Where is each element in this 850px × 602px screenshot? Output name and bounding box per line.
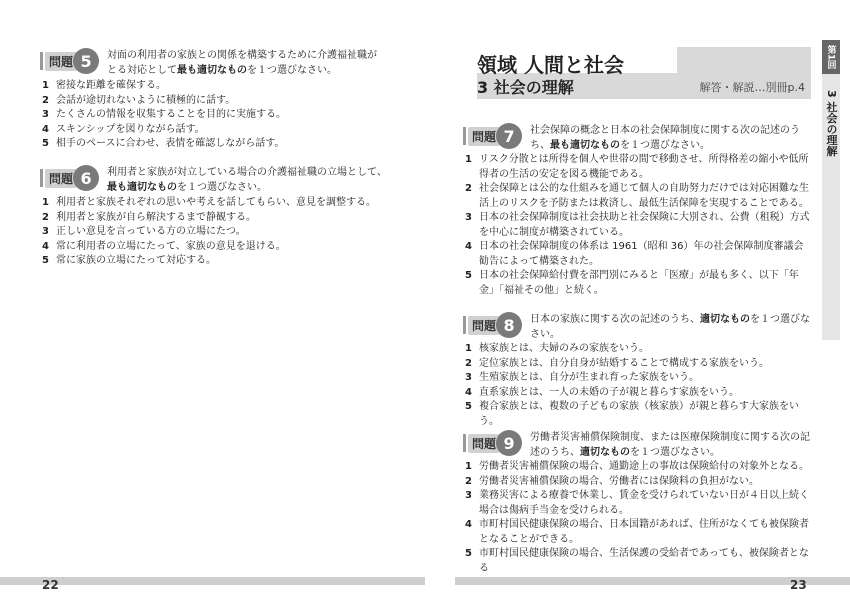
option[interactable] <box>463 269 813 298</box>
question-stem <box>107 48 377 78</box>
option-text: 労働者災害補償保険の場合、労働者には保険料の負担がない。 <box>479 475 759 487</box>
option-text: 日本の社会保障制度の体系は 1961（昭和 36）年の社会保障制度審議会勧告によって構築された。 <box>479 241 804 267</box>
option-number: 4 <box>465 519 472 530</box>
question-9-header <box>463 430 813 460</box>
question-label: 問題 <box>45 52 77 71</box>
footer-bar <box>0 577 425 585</box>
stem-post: を１つ選びなさい。 <box>620 140 711 151</box>
option-number: 3 <box>465 212 472 223</box>
question-badge <box>463 312 522 338</box>
option[interactable] <box>463 518 813 547</box>
stem-line-1: 労働者災害補償保険制度、または医療保険制度に関する次の記 <box>530 432 811 443</box>
stem-emphasis: 適切なもの <box>700 314 751 325</box>
question-number: 7 <box>496 123 522 149</box>
question-badge <box>40 48 99 74</box>
option-text: スキンシップを図りながら話す。 <box>56 123 205 135</box>
stem-pre: ち、 <box>530 140 551 151</box>
option-number: 4 <box>465 241 472 252</box>
option[interactable] <box>463 357 813 372</box>
option-text: 常に家族の立場にたって対応する。 <box>56 255 216 266</box>
option-number: 3 <box>465 372 472 383</box>
option-number: 1 <box>42 80 49 91</box>
question-number: 9 <box>496 430 522 456</box>
option[interactable] <box>463 182 813 211</box>
question-stem <box>107 165 387 195</box>
stem-line-2 <box>530 445 810 460</box>
option-text: 会話が途切れないように積極的に話す。 <box>56 94 236 106</box>
option-text: たくさんの情報を収集することを目的に実施する。 <box>56 109 286 120</box>
option-text: 利用者と家族が自ら解決するまで静観する。 <box>56 211 256 223</box>
option[interactable] <box>40 79 400 94</box>
option-text: 業務災害による療養で休業し、賃金を受けられていない日が４日以上続く場合は傷病手当金を受けられる。 <box>479 490 809 516</box>
option[interactable] <box>463 386 813 401</box>
option[interactable] <box>463 475 813 490</box>
stem-line-1 <box>530 312 813 342</box>
stem-pre: 述のうち、 <box>530 447 581 458</box>
badge-bar <box>40 52 43 70</box>
badge-bar <box>463 316 466 334</box>
chapter-header <box>477 47 811 99</box>
option-number: 5 <box>42 255 49 266</box>
option-number: 2 <box>42 211 49 223</box>
option-text: 社会保障とは公的な仕組みを通じて個人の自助努力だけでは対応困難な生活上のリスクを予防または救済し、最低生活保障を実現することである。 <box>479 183 809 209</box>
option[interactable] <box>40 137 400 152</box>
question-stem <box>530 123 800 153</box>
option-number: 5 <box>465 401 472 412</box>
stem-pre: 日本の家族に関する次の記述のうち、 <box>530 314 701 325</box>
option-number: 4 <box>42 123 49 135</box>
option[interactable] <box>463 211 813 240</box>
badge-bar <box>40 169 43 187</box>
question-badge <box>40 165 99 191</box>
stem-pre: とる対応として <box>107 65 178 76</box>
question-7-header <box>463 123 813 153</box>
option-text: 生殖家族とは、自分が生まれ育った家族をいう。 <box>479 372 699 383</box>
option[interactable] <box>463 240 813 269</box>
answer-reference: 解答・解説…別冊p.4 <box>699 81 805 94</box>
option[interactable] <box>463 489 813 518</box>
option-number: 2 <box>465 357 472 369</box>
option[interactable] <box>463 371 813 386</box>
badge-bar <box>463 127 466 145</box>
option-number: 2 <box>42 94 49 106</box>
question-number: 6 <box>73 165 99 191</box>
question-badge <box>463 430 522 456</box>
stem-line-2 <box>107 63 377 78</box>
side-chapter-label: 第1回 <box>822 40 840 74</box>
option-text: 労働者災害補償保険の場合、通勤途上の事故は保険給付の対象外となる。 <box>479 461 809 472</box>
question-6-options <box>40 196 400 269</box>
option-number: 2 <box>465 183 472 194</box>
option-number: 2 <box>465 475 472 487</box>
option[interactable] <box>40 196 400 211</box>
question-7-options <box>463 153 813 298</box>
page-number: 23 <box>790 578 807 592</box>
option[interactable] <box>463 342 813 357</box>
option-text: 複合家族とは、複数の子どもの家族（核家族）が親と暮らす大家族をいう。 <box>479 401 799 427</box>
option[interactable] <box>40 94 400 109</box>
question-label: 問題 <box>468 316 500 335</box>
stem-emphasis: 最も適切なもの <box>550 140 621 151</box>
stem-emphasis: 最も適切なもの <box>107 182 178 193</box>
option-number: 5 <box>465 548 472 559</box>
stem-post: を１つ選びなさい。 <box>177 182 268 193</box>
option-text: 利用者と家族それぞれの思いや考えを話してもらい、意見を調整する。 <box>56 197 376 208</box>
stem-post: を１つ選びなさい。 <box>247 65 338 76</box>
question-badge <box>463 123 522 149</box>
option-number: 1 <box>465 461 472 472</box>
question-8-header <box>463 312 813 342</box>
stem-post: を１つ選びなさい。 <box>530 314 811 340</box>
option-text: 正しい意見を言っている方の立場にたつ。 <box>56 226 246 237</box>
option[interactable] <box>40 211 400 226</box>
section-title: 3 社会の理解 <box>477 78 574 97</box>
page-number: 22 <box>42 578 59 592</box>
question-8-options <box>463 342 813 429</box>
option-text: 常に利用者の立場にたって、家族の意見を退ける。 <box>56 240 286 252</box>
question-number: 8 <box>496 312 522 338</box>
question-label: 問題 <box>468 127 500 146</box>
question-label: 問題 <box>45 169 77 188</box>
option[interactable] <box>463 400 813 429</box>
option-number: 4 <box>42 240 49 252</box>
option-number: 1 <box>42 197 49 208</box>
option-number: 4 <box>465 386 472 398</box>
question-number: 5 <box>73 48 99 74</box>
stem-line-1: 対面の利用者の家族との関係を構築するために介護福祉職が <box>107 50 378 61</box>
option-text: 密接な距離を確保する。 <box>56 80 166 91</box>
option-text: 直系家族とは、一人の未婚の子が親と暮らす家族をいう。 <box>479 386 739 398</box>
question-5-header <box>40 48 395 78</box>
option[interactable] <box>463 547 813 576</box>
option[interactable] <box>40 225 400 240</box>
option-number: 1 <box>465 343 472 354</box>
option[interactable] <box>463 460 813 475</box>
option-text: 市町村国民健康保険の場合、生活保護の受給者であっても、被保険者となる <box>479 548 809 574</box>
question-stem <box>530 430 810 460</box>
option-text: 核家族とは、夫婦のみの家族をいう。 <box>479 343 649 354</box>
stem-emphasis: 最も適切なもの <box>177 65 248 76</box>
option-number: 5 <box>465 270 472 281</box>
stem-post: を１つ選びなさい。 <box>630 447 721 458</box>
stem-emphasis: 適切なもの <box>580 447 631 458</box>
option[interactable] <box>40 240 400 255</box>
stem-line-1: 社会保障の概念と日本の社会保障制度に関する次の記述のう <box>530 125 801 136</box>
domain-title: 領域 人間と社会 <box>477 53 624 77</box>
question-9-options <box>463 460 813 576</box>
question-stem <box>530 312 813 342</box>
option-number: 5 <box>42 138 49 149</box>
option-text: リスク分散とは所得を個人や世帯の間で移動させ、所得格差の縮小や低所得者の生活の安定を図る機能である。 <box>479 154 809 180</box>
option-number: 3 <box>42 109 49 120</box>
option-number: 3 <box>42 226 49 237</box>
stem-line-2 <box>530 138 800 153</box>
option-text: 日本の社会保障制度は社会扶助と社会保険に大別され、公費（租税）方式を中心に制度が構築されている。 <box>479 212 810 238</box>
option-text: 定位家族とは、自分自身が結婚することで構成する家族をいう。 <box>479 357 769 369</box>
badge-bar <box>463 434 466 452</box>
option-text: 日本の社会保障給付費を部門別にみると「医療」が最も多く、以下「年金」「福祉その他」と続く。 <box>479 270 799 296</box>
side-index-tab[interactable] <box>822 40 840 340</box>
option[interactable] <box>40 254 400 269</box>
stem-line-2 <box>107 180 387 195</box>
option-number: 1 <box>465 154 472 165</box>
option[interactable] <box>40 108 400 123</box>
option[interactable] <box>40 123 400 138</box>
question-6-header <box>40 165 395 195</box>
option-text: 相手のペースに合わせ、表情を確認しながら話す。 <box>56 138 285 149</box>
question-5-options <box>40 79 400 152</box>
question-label: 問題 <box>468 434 500 453</box>
option[interactable] <box>463 153 813 182</box>
option-number: 3 <box>465 490 472 501</box>
side-section-label: 3 社会の理解 <box>825 90 838 157</box>
option-text: 市町村国民健康保険の場合、日本国籍があれば、住所がなくても被保険者となることができる。 <box>479 519 809 545</box>
stem-line-1: 利用者と家族が対立している場合の介護福祉職の立場として、 <box>107 167 387 178</box>
